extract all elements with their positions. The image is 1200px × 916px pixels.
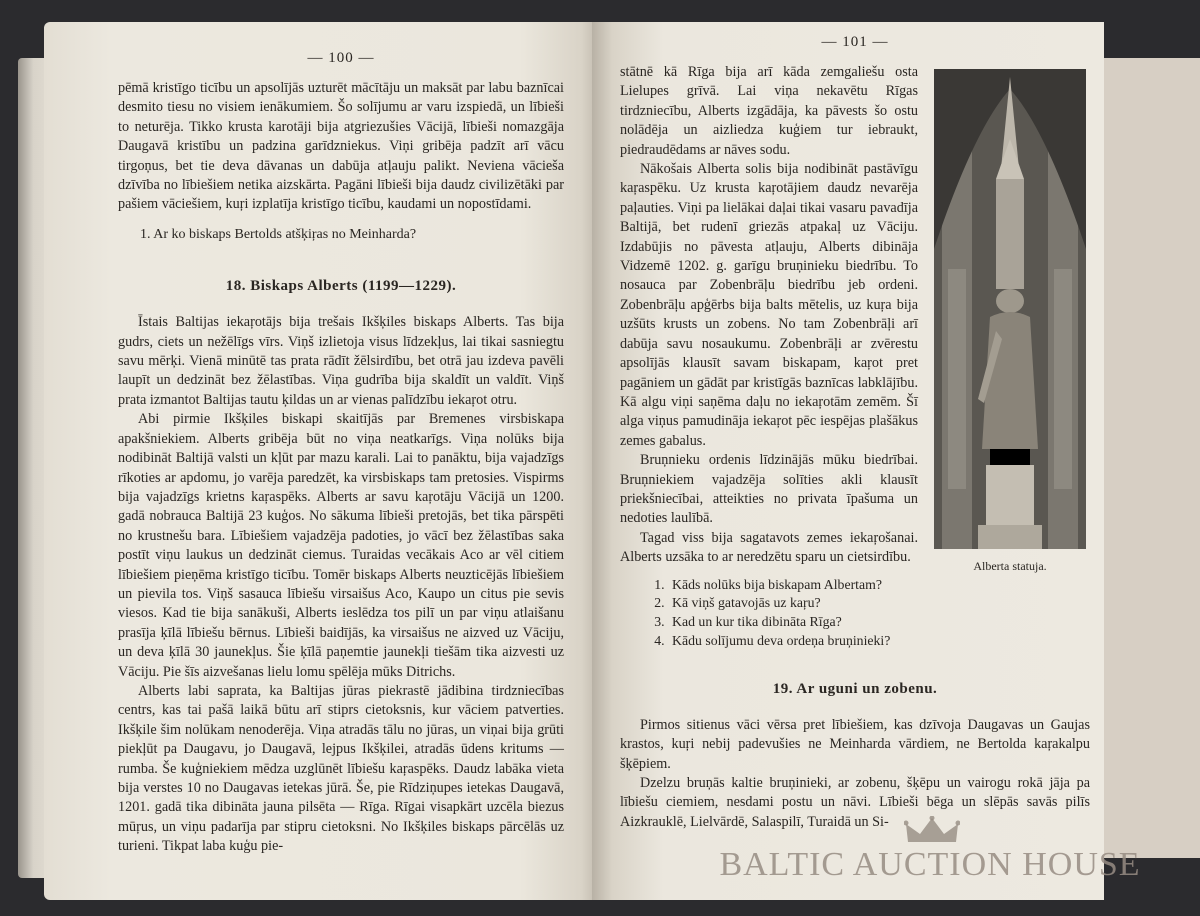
paragraph: Bruņnieku ordenis līdzinājās mūku biedrībai. Bruņniekiem vajadzēja solīties akli klausīt priekšniecībai, atteikties no privata īpašuma un nedoties laulībā. xyxy=(620,452,918,527)
section-heading: 19. Ar uguni un zobenu. xyxy=(772,680,938,697)
figure-caption: Alberta statuja. xyxy=(973,559,1047,573)
watermark-text: BALTIC AUCTION HOUSE xyxy=(719,846,1141,883)
page-number: — 101 — xyxy=(821,34,889,50)
list-item: 2. Kā viņš gatavojās uz kaŗu? xyxy=(668,594,1090,613)
left-page xyxy=(44,22,604,900)
statue-illustration xyxy=(934,69,1086,549)
paragraph: stātnē kā Rīga bija arī kāda zemgaliešu osta Lielupes grīvā. Lai viņa nekavētu Rīgas tirdzniecību, Alberts izgādāja, ka pāvests šo ostu nolādēja un aizliedza kuģiem tur iebraukt, piedraudēdams ar nāves sodu. xyxy=(620,64,918,158)
review-question: 1. Ar ko biskaps Bertolds atšķiŗas no Meinharda? xyxy=(140,226,417,242)
review-questions xyxy=(620,576,1090,651)
left-page-text xyxy=(118,79,564,857)
list-item: 3. Kad un kur tika dibināta Rīga? xyxy=(668,613,1090,632)
paragraph: Īstais Baltijas iekaŗotājs bija trešais Ikšķiles biskaps Alberts. Tas bija gudrs, ciets un nežēlīgs vīrs. Viņš izlietoja visus līdzekļus, lai tikai sasniegtu savu mērķi. Vienā minūtē tas prata rādīt žēlsirdību, bet otrā jau izdeva pavēli laupīt un dedzināt bez žēlastības. Viņa gudrība bija skaldīt un valdīt. Viņš prata izmantot Baltijas tautu ķildas un ar vienas palīdzību iekaŗot otru. xyxy=(118,314,564,408)
paragraph: Pirmos sitienus vāci vērsa pret lībiešiem, kas dzīvoja Daugavas un Gaujas krastos, kuŗi nebij padevušies ne Meinharda vārdiem, ne Bertolda kaŗakalpu šķēpiem. xyxy=(620,716,1090,772)
crown-icon xyxy=(904,816,960,846)
paragraph: Nākošais Alberta solis bija nodibināt pastāvīgu kaŗaspēku. Uz krusta kaŗotājiem daudz nevarēja paļauties. Viņi pa lielākai daļai tikai vasaru pavadīja Baltijā, bet rudenī griezās atpakaļ uz Vāciju. Izdabūjis no pāvesta atļauju, Alberts dibināja Vidzemē 1202. g. garīgu bruņinieku biedrību. To nosauca par Zobenbrāļu biedrību jeb ordeni. Zobenbrāļu apģērbs bija balts mētelis, uz kuŗa bija uzšūts krusts un zobens. No tam Zobenbrāļi arī dabūja savu nosaukumu. Zobenbrāļi ar zvērestu apsolījās klausīt savam biskapam, kaŗot pret pagāniem un gādāt par kristīgās baznīcas labklājību. Kā algu viņi saņēma daļu no iekaŗotām zemēm. Šī alga viņus pamudināja iekaŗot pēc iespējas plašākus zemes gabalus. xyxy=(620,161,918,449)
book-cover-edge xyxy=(1090,58,1200,858)
page-number: — 100 — xyxy=(307,50,375,66)
paragraph: pēmā kristīgo ticību un apsolījās uzturēt mācītāju un maksāt par labu baznīcai desmito tiesu no visiem ienākumiem. Šo solījumu ar varu izspiedā, un lībieši to neturēja. Tikko krusta karotāji bija atgriezušies Vācijā, lībieši nomazgāja Daugavā kristību un padzina garīdzniekus. Viņi gribēja padzīt arī vācu tirgoņus, bet tie deva dāvanas un dabūja atļauju palikt. Neviena vācieša dzīvība no lībiešiem netika aizskārta. Pagāni lībieši bija daudz civilizētāki par pašiem vāciešiem, kuŗi izplatīja kristīgo ticību, kaudami un nopostīdami. xyxy=(118,80,564,213)
statue-figure xyxy=(930,69,1090,574)
paragraph: Tagad viss bija sagatavots zemes iekaŗošanai. Alberts uzsāka to ar neredzētu sparu un cietsirdību. xyxy=(620,529,918,566)
list-item: 4. Kādu solījumu deva ordeņa bruņinieki? xyxy=(668,632,1090,651)
right-page xyxy=(592,22,1104,900)
paragraph: Abi pirmie Ikšķiles biskapi skaitījās par Bremenes virsbiskapa apakšniekiem. Alberts gribēja būt no viņa neatkarīgs. Viņa nolūks bija nodibināt Baltijā valsti un kļūt par mazu karali. Lai to panāktu, bija vajadzīgs rīkoties ar apdomu, jo varēja paredzēt, ka virsbiskaps tam pretosies. Vispirms bija vajadzīgs krietns kaŗaspēks. Alberts ar savu kaŗotāju Vācijā un 1200. gadā nobrauca Baltijā 23 kuģos. No sākuma lībieši pretojās, bet tika pārspēti no krustnešu bara. Lībiešiem vajadzēja padoties, jo vācī bez žēlastības saka postīt viņu laukus un dedzināt ciemus. Turaidas vecākais Aco ar vēl citiem lībiešiem pieņēma kristīgo ticību. Tomēr biskaps Alberts neuzticējās lībiešiem un pievila tos. Viņš sasauca lībiešu virsaišus Aco, Kaupo un citus pie sevis viesos. Kad tie bija sanākuši, Alberts ieslēdza tos pilī un par viņu atlaišanu prasīja ķīlā lībiešu bērnus. Lībieši baidījās, ka virsaišus ne aizved uz Vāciju, un deva ķīlā 30 jaunekļus. Šie ķīlā paņemtie jaunekļi tiešām tika aizvesti uz Vāciju. Pie šīs aizvešanas lielu lomu spēlēja mūks Ditrichs. xyxy=(118,411,564,680)
right-page-text xyxy=(620,63,1090,832)
paragraph: Alberts labi saprata, ka Baltijas jūras piekrastē jādibina tirdzniecības centrs, kas tai pašā laikā būtu arī stiprs cietoksnis, kur vāciem patverties. Ikšķile šim nolūkam nenoderēja. Viņa atradās tālu no jūras, un viņai bija grūti piekļūt pa Daugavu, jo Daugavā, lejpus Ikšķilei, atradās ūdens kritums — rumba. Še kuģniekiem mēdza uzglūnēt lībiešu kaŗaspēks. Daudz labāka vieta bija verstes 10 no Daugavas ietekas jūrā. Še, pie Rīdziņupes ietekas Daugavā, 1201. gadā tika dibināta jauna pilsēta — Rīga. Rīgai visapkārt uzcēla biezus mūŗus, un viņu padarīja par stipru cietoksni. No Ikšķiles biskaps pārcēlās uz turieni. Tikpat laba kuģu pie- xyxy=(118,682,564,855)
paragraph: Dzelzu bruņās kaltie bruņinieki, ar zobenu, šķēpu un vairogu rokā jāja pa lībiešu ciemiem, nesdami postu un nāvi. Lībieši bēga un slēpās savās pilīs Aizkrauklē, Lielvārdē, Salaspilī, Turaidā un Si- xyxy=(620,774,1090,830)
list-item: 1. Kāds nolūks bija biskapam Albertam? xyxy=(668,576,1090,595)
statue-photo xyxy=(934,69,1086,549)
section-heading: 18. Biskaps Alberts (1199—1229). xyxy=(225,278,457,295)
